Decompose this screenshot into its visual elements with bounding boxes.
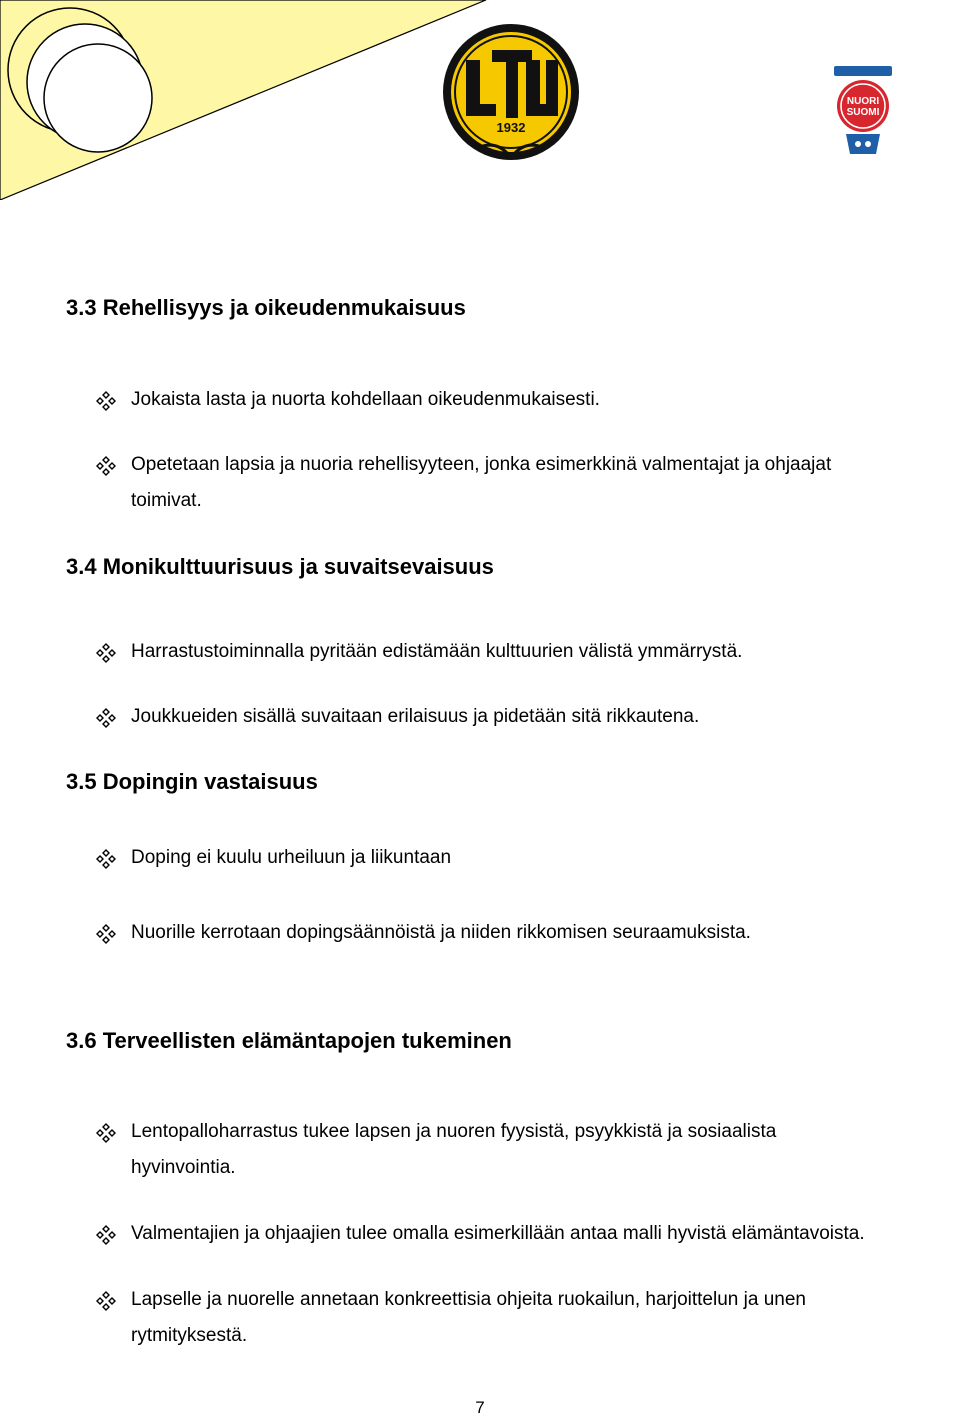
bullet-text: Doping ei kuulu urheiluun ja liikuntaan xyxy=(131,847,452,868)
bullet-text: Harrastustoiminnalla pyritään edistämään kulttuurien välistä ymmärrystä. xyxy=(131,641,743,662)
section-heading-3-3: 3.3 Rehellisyys ja oikeudenmukaisuus xyxy=(66,295,466,320)
four-diamond-bullet-icon xyxy=(96,1123,116,1143)
four-diamond-bullet-icon xyxy=(96,391,116,411)
four-diamond-bullet-icon xyxy=(96,456,116,476)
nuori-logo-text-line1: NUORI xyxy=(846,96,880,107)
bullet-item xyxy=(96,634,960,670)
bullet-text: Nuorille kerrotaan dopingsäännöistä ja niiden rikkomisen seuraamuksista. xyxy=(131,922,751,943)
bullet-text: Lapselle ja nuorelle annetaan konkreettisia ohjeita ruokailun, harjoittelun ja unen rytmityksestä. xyxy=(131,1289,806,1346)
bullet-item xyxy=(96,1216,960,1252)
section-heading-3-5: 3.5 Dopingin vastaisuus xyxy=(66,769,318,794)
bullet-item xyxy=(96,1282,960,1354)
four-diamond-bullet-icon xyxy=(96,1291,116,1311)
bullet-text: Jokaista lasta ja nuorta kohdellaan oikeudenmukaisesti. xyxy=(131,389,600,410)
page-number: 7 xyxy=(475,1398,485,1417)
bullet-text: Opetetaan lapsia ja nuoria rehellisyyteen, jonka esimerkkinä valmentajat ja ohjaajat toimivat. xyxy=(131,454,832,511)
club-logo xyxy=(440,20,582,170)
bullet-item xyxy=(96,699,960,735)
club-logo-year: 1932 xyxy=(496,120,526,135)
bullet-text: Valmentajien ja ohjaajien tulee omalla esimerkillään antaa malli hyvistä elämäntavoista. xyxy=(131,1223,865,1244)
bullet-text: Lentopalloharrastus tukee lapsen ja nuoren fyysistä, psyykkistä ja sosiaalista hyvinvointia. xyxy=(131,1121,777,1178)
bullet-text: Joukkueiden sisällä suvaitaan erilaisuus ja pidetään sitä rikkautena. xyxy=(131,706,700,727)
corner-decoration xyxy=(0,0,500,200)
nuori-suomi-logo xyxy=(830,62,896,158)
nuori-logo-text-line2: SUOMI xyxy=(846,107,880,118)
four-diamond-bullet-icon xyxy=(96,708,116,728)
bullet-item xyxy=(96,447,960,519)
four-diamond-bullet-icon xyxy=(96,924,116,944)
bullet-item xyxy=(96,382,960,418)
bullet-item xyxy=(96,840,960,876)
four-diamond-bullet-icon xyxy=(96,643,116,663)
bullet-item xyxy=(96,915,960,951)
bullet-item xyxy=(96,1114,960,1186)
four-diamond-bullet-icon xyxy=(96,849,116,869)
section-heading-3-4: 3.4 Monikulttuurisuus ja suvaitsevaisuus xyxy=(66,554,494,579)
four-diamond-bullet-icon xyxy=(96,1225,116,1245)
section-heading-3-6: 3.6 Terveellisten elämäntapojen tukeminen xyxy=(66,1028,512,1053)
